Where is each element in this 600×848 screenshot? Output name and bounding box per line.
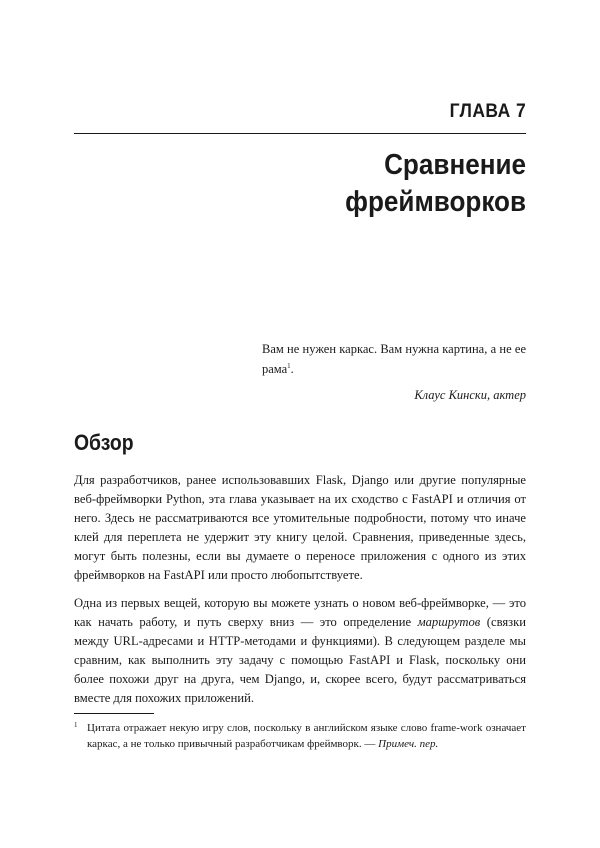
epigraph-quote-text: Вам не нужен каркас. Вам нужна картина, а не ее рама (262, 342, 526, 376)
epigraph-quote (262, 339, 526, 379)
footnote-text (74, 720, 526, 752)
footnote-text-body: Цитата отражает некую игру слов, поскольку в английском языке слово frame-work означает каркас, а не только привычный разработчикам фреймворк. — (87, 722, 526, 750)
footnote-translator-note: Примеч. пер. (378, 738, 439, 750)
chapter-title-line-2: фреймворков (345, 186, 526, 218)
footnote (74, 720, 526, 752)
chapter-title (345, 147, 526, 221)
chapter-label: ГЛАВА 7 (449, 101, 526, 122)
paragraph-2-emphasis: маршрутов (417, 615, 481, 630)
chapter-title-line-1: Сравнение (384, 149, 526, 181)
epigraph-author: Клаус Кински, актер (414, 388, 526, 402)
epigraph (262, 339, 526, 405)
paragraph-2-end: (связки между URL-адресами и HTTP-методами и функциями). В следующем разделе мы сравним, как выполнить эту задачу с помощью FastAPI и Flask, поскольку они более похожи друг на друга, чем Django, и, скорее всего, будут рассматриваться вместе для похожих приложений. (74, 615, 526, 705)
epigraph-footnote-ref: 1 (287, 361, 291, 370)
paragraph-2 (74, 594, 526, 707)
epigraph-quote-end: . (290, 362, 294, 376)
footnote-mark: 1 (74, 721, 78, 729)
body-text (74, 471, 526, 718)
paragraph-2-start: Одна из первых вещей, которую вы можете узнать о новом веб-фреймворке, — это как начать работу, и путь сверху вниз — это определение (74, 596, 526, 630)
section-heading: Обзор (74, 430, 134, 455)
paragraph-1: Для разработчиков, ранее использовавших Flask, Django или другие популярные веб-фреймворки Python, эта глава указывает на их сходство с FastAPI и отличия от него. Здесь не рассматриваются все утомительные подробности, потому что иначе клей для переплета не удержит эту книгу целой. Сравнения, приведенные здесь, могут быть полезны, если вы думаете о переносе приложения с одного из этих фреймворков на FastAPI или просто любопытствуете. (74, 473, 526, 582)
footnote-divider (74, 713, 154, 714)
chapter-divider (74, 133, 526, 134)
